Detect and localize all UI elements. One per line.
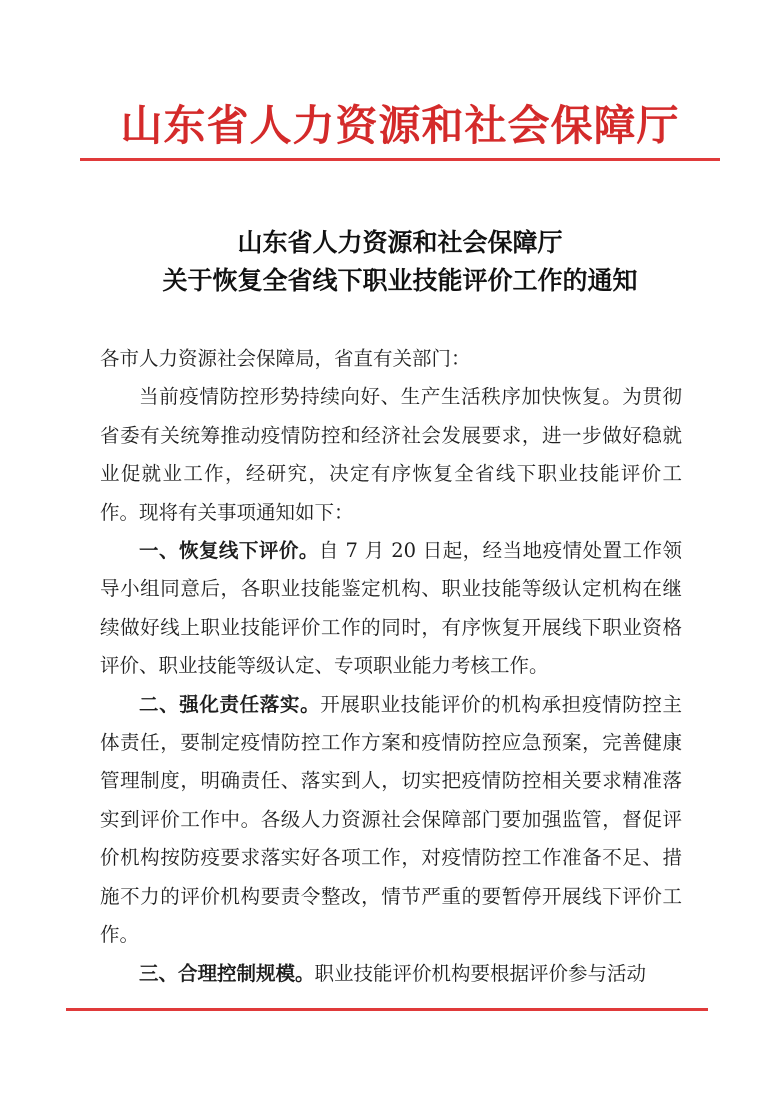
document-title	[80, 224, 720, 300]
salutation: 各市人力资源社会保障局，省直有关部门：	[100, 347, 471, 370]
section-3	[100, 955, 682, 993]
section-heading: 二、强化责任落实。	[139, 692, 321, 716]
section-heading: 三、合理控制规模。	[139, 961, 315, 985]
title-line-1: 山东省人力资源和社会保障厅	[237, 228, 563, 257]
document-body	[100, 340, 682, 993]
section-2	[100, 686, 682, 955]
section-text: 职业技能评价机构要根据评价参与活动	[314, 961, 647, 985]
section-text: 开展职业技能评价的机构承担疫情防控主体责任，要制定疫情防控工作方案和疫情防控应急预案，完善健康管理制度，明确责任、落实到人，切实把疫情防控相关要求精准落实到评价工作中。各级人力资源社会保障部门要加强监管，督促评价机构按防疫要求落实好各项工作，对疫情防控工作准备不足、措施不力的评价机构要责令整改，情节严重的要暂停开展线下评价工作。	[100, 692, 682, 947]
section-text: 自 7 月 20 日起，经当地疫情处置工作领导小组同意后，各职业技能鉴定机构、职业技能等级认定机构在继续做好线上职业技能评价工作的同时，有序恢复开展线下职业资格评价、职业技能等级认定、专项职业能力考核工作。	[100, 539, 682, 678]
section-heading: 一、恢复线下评价。	[139, 539, 319, 563]
title-line-2: 关于恢复全省线下职业技能评价工作的通知	[162, 266, 638, 295]
section-1	[100, 532, 682, 686]
footer-red-rule	[66, 1008, 708, 1011]
intro-paragraph: 当前疫情防控形势持续向好、生产生活秩序加快恢复。为贯彻省委有关统筹推动疫情防控和经济社会发展要求，进一步做好稳就业促就业工作，经研究，决定有序恢复全省线下职业技能评价工作。现将有关事项通知如下：	[100, 385, 682, 524]
masthead-red-rule	[80, 158, 720, 161]
masthead: 山东省人力资源和社会保障厅	[120, 101, 680, 150]
